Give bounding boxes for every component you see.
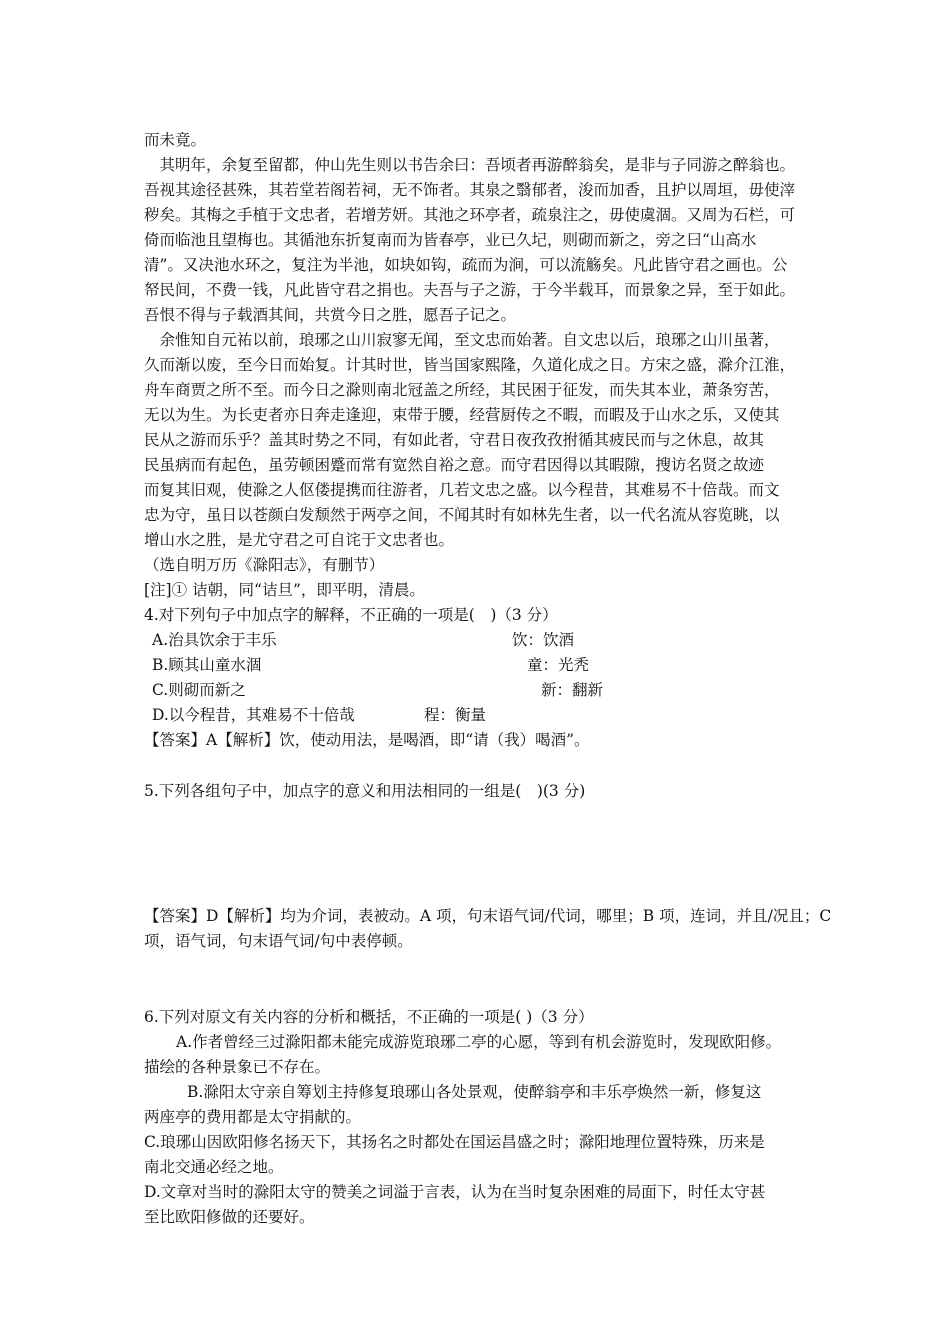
- passage-line: 倚而临池且望梅也。其循池东折复南而为皆春亭，业已久圮，则砌而新之，旁之曰“山高水: [144, 231, 757, 249]
- q4-option-d-gloss: 程：衡量: [424, 706, 487, 724]
- q6-option-a: 描绘的各种景象已不存在。: [144, 1058, 331, 1076]
- passage-line: 无以为生。为长吏者亦日奔走逢迎，束带于腰，经营厨传之不暇，而暇及于山水之乐，又使其: [144, 406, 780, 424]
- passage-line: 而未竟。: [144, 131, 207, 149]
- question-5-answer: 【答案】D【解析】均为介词，表被动。A 项，句末语气词/代词，哪里；B 项，连词，并且/况且；C: [144, 907, 832, 925]
- passage-line: 舟车商贾之所不至。而今日之滁则南北冠盖之所经，其民困于征发，而失其本业，萧条穷苦，: [144, 381, 780, 399]
- q4-option-c-gloss: 新：翻新: [541, 681, 604, 699]
- q6-option-a: A.作者曾经三过滁阳都未能完成游览琅琊二亭的心愿，等到有机会游览时，发现欧阳修。: [176, 1033, 782, 1051]
- q4-option-b: B.顾其山童水涸: [152, 656, 262, 674]
- passage-line: 增山水之胜，是尤守君之可自诧于文忠者也。: [144, 531, 455, 549]
- question-5-stem: 5.下列各组句子中，加点字的意义和用法相同的一组是( )(3 分): [144, 782, 586, 800]
- q4-option-a: A.治具饮余于丰乐: [152, 631, 277, 649]
- question-4-stem: 4.对下列句子中加点字的解释，不正确的一项是( )（3 分）: [144, 606, 558, 624]
- passage-line: 而复其旧观，使滁之人伛偻提携而往游者，几若文忠之盛。以今程昔，其难易不十倍哉。而文: [144, 481, 780, 499]
- passage-line: 民虽病而有起色，虽劳顿困蹙而常有宽然自裕之意。而守君因得以其暇隙，搜访名贤之故迹: [144, 456, 765, 474]
- q4-option-a-gloss: 饮：饮酒: [512, 631, 575, 649]
- passage-line: 吾视其途径甚殊，其若堂若阁若祠，无不饰者。其泉之翳郁者，浚而加香，且护以周垣，毋使滓: [144, 181, 796, 199]
- q4-option-d: D.以今程昔，其难易不十倍哉: [152, 706, 355, 724]
- passage-line: 余惟知自元祐以前，琅琊之山川寂寥无闻，至文忠而始著。自文忠以后，琅琊之山川虽著，: [144, 331, 780, 349]
- passage-line: 忠为守，虽日以苍颜白发颓然于两亭之间，不闻其时有如林先生者，以一代名流从容览眺，以: [144, 506, 780, 524]
- q6-option-c: 南北交通必经之地。: [144, 1158, 284, 1176]
- q6-option-d: D.文章对当时的滁阳太守的赞美之词溢于言表，认为在当时复杂困难的局面下，时任太守甚: [144, 1183, 766, 1201]
- source-citation: （选自明万历《滁阳志》，有删节）: [144, 556, 385, 574]
- question-6-stem: 6.下列对原文有关内容的分析和概括，不正确的一项是( )（3 分）: [144, 1008, 594, 1026]
- footnote: [注]① 诘朝，同“诘旦”，即平明，清晨。: [144, 581, 425, 599]
- passage-line: 民从之游而乐乎？盖其时势之不同，有如此者，守君日夜孜孜拊循其疲民而与之休息，故其: [144, 431, 765, 449]
- q6-option-b: 两座亭的费用都是太守捐献的。: [144, 1108, 362, 1126]
- passage-line: 久而渐以废，至今日而始复。计其时世，皆当国家熙隆，久道化成之日。方宋之盛，滁介江淮，: [144, 356, 796, 374]
- passage-line: 帑民间，不费一钱，凡此皆守君之捐也。夫吾与子之游，于今半载耳，而景象之异，至于如此。: [144, 281, 796, 299]
- q4-option-c: C.则砌而新之: [152, 681, 246, 699]
- passage-line: 吾恨不得与子载酒其间，共赏今日之胜，愿吾子记之。: [144, 306, 517, 324]
- q6-option-d: 至比欧阳修做的还要好。: [144, 1208, 315, 1226]
- passage-line: 清”。又决池水环之，复注为半池，如块如钩，疏而为涧，可以流觞矣。凡此皆守君之画也。公: [144, 256, 788, 274]
- question-4-answer: 【答案】A【解析】饮，使动用法，是喝酒，即“请（我）喝酒”。: [144, 731, 590, 749]
- passage-line: 其明年，余复至留都，仲山先生则以书告余曰：吾顷者再游醉翁矣，是非与子同游之醉翁也。: [144, 156, 796, 174]
- passage-line: 秽矣。其梅之手植于文忠者，若增芳妍。其池之环亭者，疏泉注之，毋使虞涸。又周为石栏，可: [144, 206, 796, 224]
- q6-option-c: C.琅琊山因欧阳修名扬天下，其扬名之时都处在国运昌盛之时；滁阳地理位置特殊，历来是: [144, 1133, 765, 1151]
- question-5-answer: 项，语气词，句末语气词/句中表停顿。: [144, 932, 413, 950]
- q6-option-b: B.滁阳太守亲自筹划主持修复琅琊山各处景观，使醉翁亭和丰乐亭焕然一新，修复这: [187, 1083, 762, 1101]
- q4-option-b-gloss: 童：光秃: [527, 656, 590, 674]
